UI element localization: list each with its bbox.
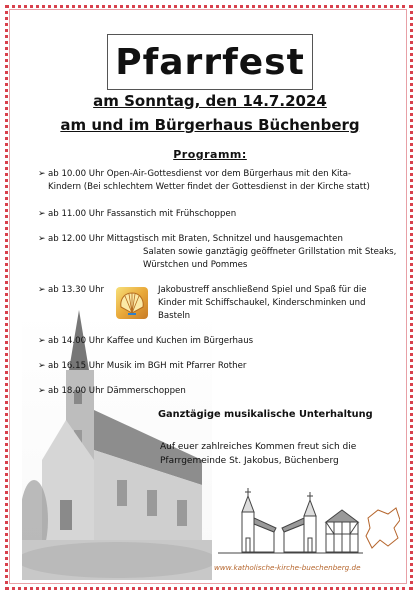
arrow-bullet-icon: ➢ [38, 361, 46, 371]
program-item-4: Jakobustreff anschließend Spiel und Spaß für die Kinder mit Schiffschaukel, Kinderschminken und Basteln [158, 285, 367, 321]
arrow-bullet-icon: ➢ [38, 234, 46, 244]
program-heading: Programm: [173, 148, 247, 161]
page-title: Pfarrfest [115, 41, 305, 83]
place-line: am und im Bürgerhaus Büchenberg [60, 116, 360, 134]
website-link[interactable]: www.katholische-kirche-buechenberg.de [214, 563, 361, 572]
village-sketch [218, 488, 400, 558]
title-box [107, 34, 313, 90]
arrow-bullet-icon: ➢ [38, 386, 46, 396]
program-item-7: ab 18.00 Uhr Dämmerschoppen [48, 386, 186, 396]
program-item-6: ab 16.15 Uhr Musik im BGH mit Pfarrer Rother [48, 361, 247, 371]
program-item-3: ab 12.00 Uhr Mittagstisch mit Braten, Schnitzel und hausgemachten Salaten sowie ganztägig geöffneter Grillstation mit Steaks, Würstchen und Pommes [48, 234, 397, 270]
arrow-bullet-icon: ➢ [38, 169, 46, 179]
date-line: am Sonntag, den 14.7.2024 [93, 92, 327, 110]
arrow-bullet-icon: ➢ [38, 285, 46, 295]
program-item-1: ab 10.00 Uhr Open-Air-Gottesdienst vor dem Bürgerhaus mit den Kita- Kindern (Bei schlechtem Wetter findet der Gottesdienst in der Kirche statt) [48, 169, 370, 192]
program-item-2: ab 11.00 Uhr Fassanstich mit Frühschoppen [48, 209, 237, 219]
program-item-5: ab 14.00 Uhr Kaffee und Kuchen im Bürgerhaus [48, 336, 254, 346]
music-note: Ganztägige musikalische Unterhaltung [158, 409, 373, 420]
program-item-4-time: ab 13.30 Uhr [48, 285, 105, 295]
invitation-text: Auf euer zahlreiches Kommen freut sich die Pfarrgemeinde St. Jakobus, Büchenberg [160, 442, 357, 466]
arrow-bullet-icon: ➢ [38, 336, 46, 346]
arrow-bullet-icon: ➢ [38, 209, 46, 219]
scallop-shell-icon [116, 287, 148, 319]
